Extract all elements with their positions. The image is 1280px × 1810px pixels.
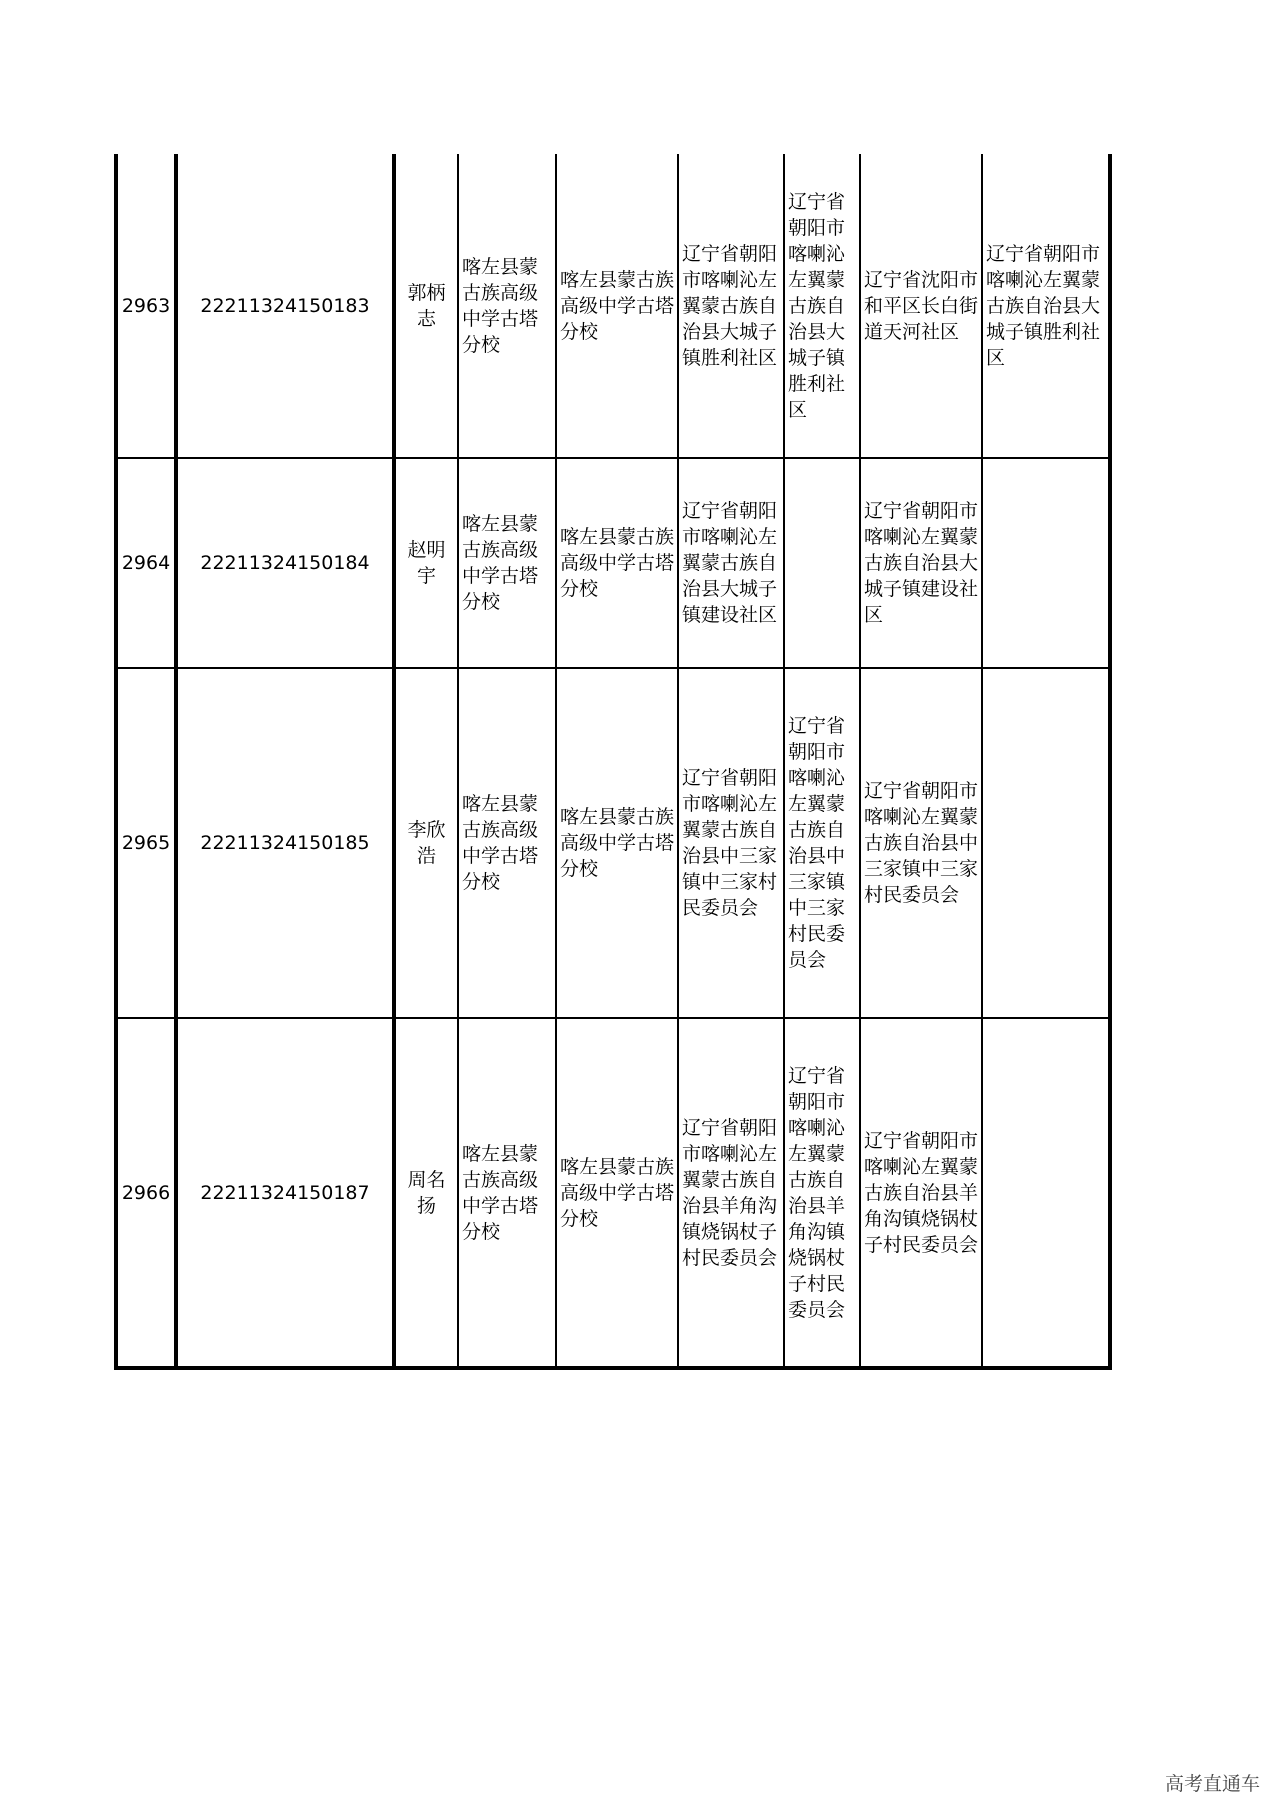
addr2-cell: 辽宁省朝阳市喀喇沁左翼蒙古族自治县羊角沟镇烧锅杖子村民委员会 bbox=[784, 1018, 860, 1368]
addr4-cell bbox=[982, 668, 1110, 1018]
school-cell: 喀左县蒙古族高级中学古塔分校 bbox=[458, 154, 556, 458]
student-table bbox=[114, 154, 1112, 1370]
addr1-cell: 辽宁省朝阳市喀喇沁左翼蒙古族自治县大城子镇建设社区 bbox=[678, 458, 784, 668]
school-cell: 喀左县蒙古族高级中学古塔分校 bbox=[458, 458, 556, 668]
seq-cell: 2964 bbox=[116, 458, 176, 668]
id-cell: 22211324150184 bbox=[176, 458, 394, 668]
seq-cell: 2966 bbox=[116, 1018, 176, 1368]
addr2-cell: 辽宁省朝阳市喀喇沁左翼蒙古族自治县大城子镇胜利社区 bbox=[784, 154, 860, 458]
seq-cell: 2963 bbox=[116, 154, 176, 458]
school2-cell: 喀左县蒙古族高级中学古塔分校 bbox=[556, 1018, 678, 1368]
addr4-cell bbox=[982, 1018, 1110, 1368]
name-cell: 李欣浩 bbox=[394, 668, 458, 1018]
addr1-cell: 辽宁省朝阳市喀喇沁左翼蒙古族自治县羊角沟镇烧锅杖子村民委员会 bbox=[678, 1018, 784, 1368]
addr1-cell: 辽宁省朝阳市喀喇沁左翼蒙古族自治县大城子镇胜利社区 bbox=[678, 154, 784, 458]
school2-cell: 喀左县蒙古族高级中学古塔分校 bbox=[556, 154, 678, 458]
table-row bbox=[116, 458, 1110, 668]
addr1-cell: 辽宁省朝阳市喀喇沁左翼蒙古族自治县中三家镇中三家村民委员会 bbox=[678, 668, 784, 1018]
school2-cell: 喀左县蒙古族高级中学古塔分校 bbox=[556, 668, 678, 1018]
school-cell: 喀左县蒙古族高级中学古塔分校 bbox=[458, 668, 556, 1018]
addr2-cell: 辽宁省朝阳市喀喇沁左翼蒙古族自治县中三家镇中三家村民委员会 bbox=[784, 668, 860, 1018]
table-row bbox=[116, 1018, 1110, 1368]
table-row bbox=[116, 668, 1110, 1018]
id-cell: 22211324150185 bbox=[176, 668, 394, 1018]
addr3-cell: 辽宁省朝阳市喀喇沁左翼蒙古族自治县大城子镇建设社区 bbox=[860, 458, 982, 668]
name-cell: 周名扬 bbox=[394, 1018, 458, 1368]
school-cell: 喀左县蒙古族高级中学古塔分校 bbox=[458, 1018, 556, 1368]
seq-cell: 2965 bbox=[116, 668, 176, 1018]
addr3-cell: 辽宁省沈阳市和平区长白街道天河社区 bbox=[860, 154, 982, 458]
addr2-cell bbox=[784, 458, 860, 668]
watermark-text: 高考直通车 bbox=[1164, 1773, 1260, 1795]
addr3-cell: 辽宁省朝阳市喀喇沁左翼蒙古族自治县中三家镇中三家村民委员会 bbox=[860, 668, 982, 1018]
id-cell: 22211324150187 bbox=[176, 1018, 394, 1368]
table-row bbox=[116, 154, 1110, 458]
school2-cell: 喀左县蒙古族高级中学古塔分校 bbox=[556, 458, 678, 668]
addr3-cell: 辽宁省朝阳市喀喇沁左翼蒙古族自治县羊角沟镇烧锅杖子村民委员会 bbox=[860, 1018, 982, 1368]
addr4-cell bbox=[982, 458, 1110, 668]
name-cell: 赵明宇 bbox=[394, 458, 458, 668]
id-cell: 22211324150183 bbox=[176, 154, 394, 458]
name-cell: 郭柄志 bbox=[394, 154, 458, 458]
addr4-cell: 辽宁省朝阳市喀喇沁左翼蒙古族自治县大城子镇胜利社区 bbox=[982, 154, 1110, 458]
